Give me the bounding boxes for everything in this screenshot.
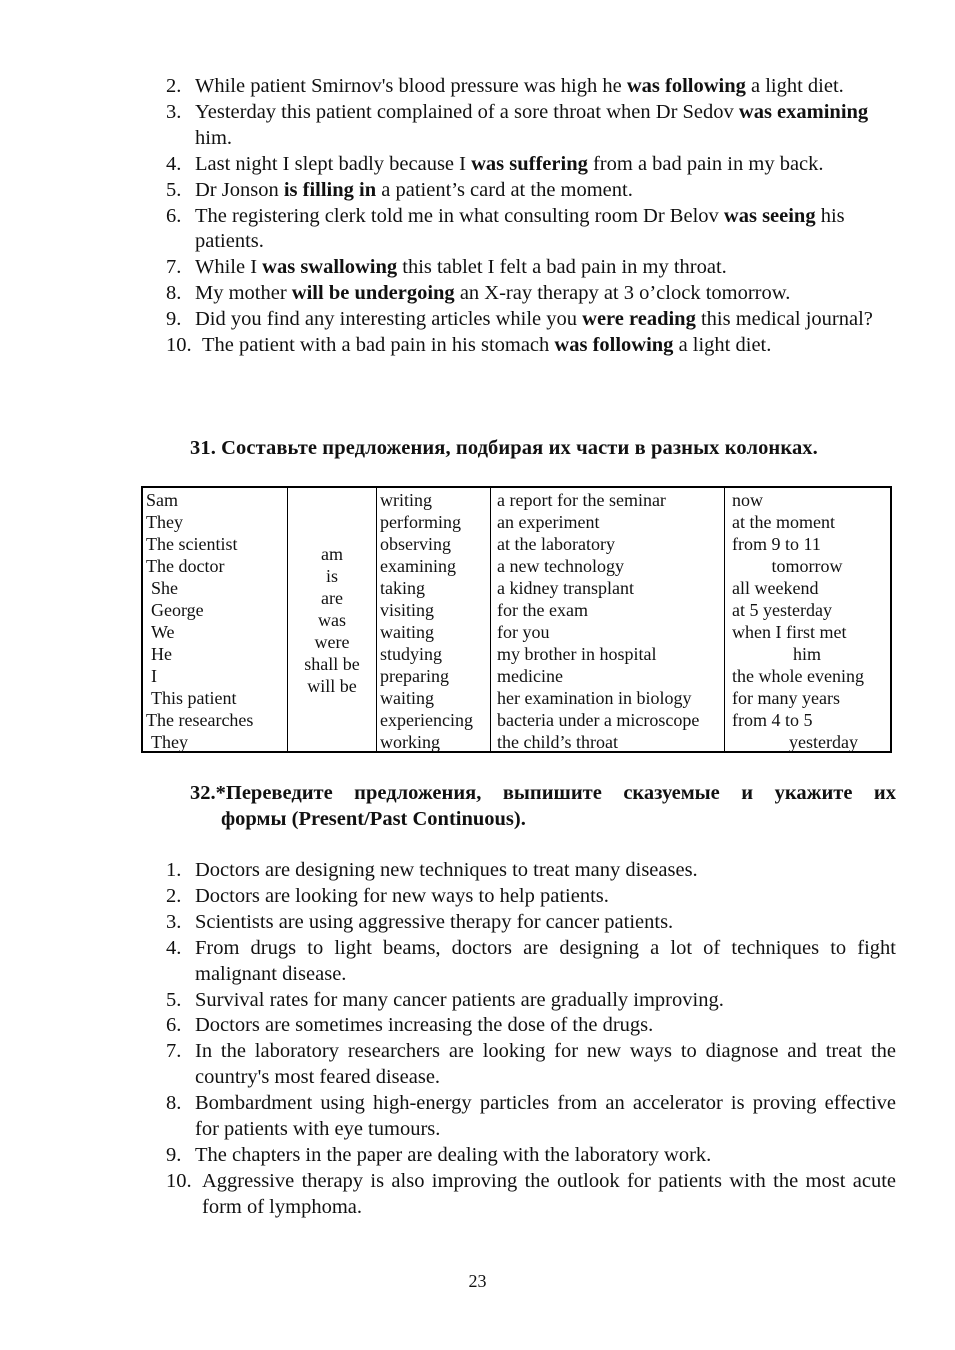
- table-cell: examining: [380, 556, 456, 576]
- predicate-text: was seeing: [723, 204, 816, 227]
- exercise-32-list: [166, 858, 896, 1221]
- table-cell: all weekend: [732, 578, 819, 598]
- sentence-text: Scientists are using aggressive therapy for cancer patients.: [195, 910, 674, 933]
- item-number: 4.: [166, 152, 182, 175]
- table-cell: visiting: [380, 600, 435, 620]
- sentence-text: a patient’s card at the moment.: [376, 178, 633, 201]
- item-number: 7.: [166, 256, 182, 279]
- list-item: [166, 281, 882, 307]
- item-number: 2.: [166, 884, 182, 907]
- predicate-text: is filling in: [283, 178, 377, 201]
- item-number: 6.: [166, 1014, 182, 1037]
- table-cell: am: [321, 544, 343, 564]
- table-cell: for many years: [732, 688, 840, 708]
- table-cell: will be: [307, 676, 357, 696]
- table-cell: The scientist: [146, 534, 238, 554]
- table-cell: bacteria under a microscope: [497, 710, 700, 730]
- sentence-text: his patients.: [195, 204, 845, 253]
- sentence-text: Dr Jonson: [195, 178, 284, 201]
- sentence-text: a light diet.: [673, 334, 772, 357]
- item-number: 7.: [166, 1040, 182, 1063]
- item-number: 9.: [166, 1143, 182, 1166]
- table-cell: waiting: [380, 688, 434, 708]
- sentence-text: Did you find any interesting articles while you: [195, 308, 583, 331]
- sentence-text: Survival rates for many cancer patients are gradually improving.: [195, 988, 724, 1011]
- table-cell: working: [380, 732, 440, 752]
- sentence-text: him.: [195, 126, 233, 149]
- table-cell: The doctor: [146, 556, 225, 576]
- item-number: 8.: [166, 282, 182, 305]
- list-item: [166, 1013, 896, 1039]
- table-cell: He: [151, 644, 172, 664]
- table-cell: This patient: [151, 688, 237, 708]
- table-cell: an experiment: [497, 512, 600, 532]
- table-cell: my brother in hospital: [497, 644, 657, 664]
- table-cell: I: [151, 666, 157, 686]
- table-cell: Sam: [146, 490, 179, 510]
- sentence-text: from a bad pain in my back.: [587, 152, 824, 175]
- table-cell: the whole evening: [732, 666, 864, 686]
- item-number: 1.: [166, 859, 182, 881]
- table-cell: for the exam: [497, 600, 588, 620]
- sentence-text: My mother: [195, 282, 292, 305]
- predicate-text: was suffering: [471, 152, 588, 175]
- time-column: [725, 488, 890, 751]
- table-cell: We: [151, 622, 175, 642]
- table-cell: is: [325, 566, 338, 586]
- auxiliary-column: [288, 488, 377, 751]
- exercise-32-heading-line1: 32.*Переведите предложения, выпишите сказуемые и укажите их: [190, 782, 896, 804]
- table-cell: yesterday: [789, 732, 858, 752]
- list-item: [166, 884, 896, 910]
- table-cell: tomorrow: [771, 556, 843, 576]
- sentence-text: Aggressive therapy is also improving the outlook for patients with the most acute form of lymphoma.: [202, 1169, 896, 1218]
- list-item: [166, 100, 882, 152]
- list-item: [166, 255, 882, 281]
- sentence-builder-table: [141, 486, 892, 753]
- list-item: [166, 333, 882, 359]
- table-cell: studying: [380, 644, 443, 664]
- list-item: [166, 152, 882, 178]
- exercise-32-heading: [190, 781, 896, 833]
- sentence-text: The chapters in the paper are dealing with the laboratory work.: [195, 1143, 712, 1166]
- table-cell: performing: [380, 512, 461, 532]
- sentence-text: From drugs to light beams, doctors are designing a lot of techniques to fight malignant disease.: [195, 936, 896, 985]
- list-item: [166, 936, 896, 988]
- participle-column: [377, 488, 491, 751]
- sentence-text: Bombardment using high-energy particles from an accelerator is proving effective for patients with eye tumours.: [195, 1092, 896, 1141]
- table-cell: They: [151, 732, 188, 752]
- table-cell: from 4 to 5: [732, 710, 813, 730]
- predicate-text: was examining: [738, 100, 869, 123]
- item-number: 6.: [166, 204, 182, 227]
- list-item: [166, 1143, 896, 1169]
- sentence-text: Last night I slept badly because I: [195, 152, 472, 175]
- list-item: [166, 1169, 896, 1221]
- sentence-text: In the laboratory researchers are looking for new ways to diagnose and treat the country's most feared disease.: [195, 1040, 896, 1089]
- item-number: 9.: [166, 308, 182, 331]
- table-cell: taking: [380, 578, 425, 598]
- sentence-text: While patient Smirnov's blood pressure was high he: [195, 75, 627, 97]
- table-cell: They: [146, 512, 183, 532]
- sentence-text: The registering clerk told me in what consulting room Dr Belov: [195, 204, 724, 227]
- table-cell: preparing: [380, 666, 449, 686]
- list-item: [166, 178, 882, 204]
- table-cell: George: [151, 600, 204, 620]
- table-cell: medicine: [497, 666, 563, 686]
- item-number: 10.: [166, 334, 192, 357]
- table-cell: She: [151, 578, 178, 598]
- item-number: 5.: [166, 988, 182, 1011]
- sentence-text: Doctors are looking for new ways to help patients.: [195, 884, 609, 907]
- exercise-30-list: [166, 74, 882, 359]
- table-cell: writing: [380, 490, 432, 510]
- table-cell: the child’s throat: [497, 732, 618, 752]
- item-number: 4.: [166, 936, 182, 959]
- table-cell: for you: [497, 622, 550, 642]
- list-item: [166, 1039, 896, 1091]
- table-cell: The researches: [146, 710, 254, 730]
- table-cell: from 9 to 11: [732, 534, 821, 554]
- table-cell: was: [318, 610, 346, 630]
- table-cell: a report for the seminar: [497, 490, 666, 510]
- table-cell: at the laboratory: [497, 534, 615, 554]
- object-column: [491, 488, 725, 751]
- sentence-text: this medical journal?: [695, 308, 873, 331]
- table-cell: shall be: [304, 654, 360, 674]
- predicate-text: were reading: [582, 308, 696, 331]
- item-number: 8.: [166, 1092, 182, 1115]
- subject-column: [143, 488, 288, 751]
- table-cell: at the moment: [732, 512, 835, 532]
- sentence-text: Doctors are sometimes increasing the dose of the drugs.: [195, 1014, 654, 1037]
- sentence-text: Yesterday this patient complained of a sore throat when Dr Sedov: [195, 100, 739, 123]
- table-cell: him: [792, 644, 821, 664]
- list-item: [166, 988, 896, 1014]
- sentence-text: an X-ray therapy at 3 o’clock tomorrow.: [454, 282, 791, 305]
- item-number: 3.: [166, 100, 182, 123]
- page-number: 23: [468, 1271, 487, 1291]
- table-cell: when I first met: [732, 622, 847, 642]
- predicate-text: was swallowing: [262, 256, 398, 279]
- table-cell: at 5 yesterday: [732, 600, 832, 620]
- predicate-text: was following: [626, 75, 746, 97]
- item-number: 5.: [166, 178, 182, 201]
- sentence-text: While I: [195, 256, 263, 279]
- table-cell: her examination in biology: [497, 688, 692, 708]
- predicate-text: was following: [554, 334, 674, 357]
- exercise-32-heading-line2: формы (Present/Past Continuous).: [221, 807, 526, 830]
- sentence-text: this tablet I felt a bad pain in my throat.: [397, 256, 727, 279]
- table-cell: were: [314, 632, 350, 652]
- list-item: [166, 307, 882, 333]
- sentence-text: The patient with a bad pain in his stomach: [202, 334, 555, 357]
- table-cell: now: [732, 490, 763, 510]
- table-cell: observing: [380, 534, 451, 554]
- exercise-31-heading: 31. Составьте предложения, подбирая их части в разных колонках.: [190, 437, 818, 459]
- sentence-text: a light diet.: [745, 75, 844, 97]
- list-item: [166, 1091, 896, 1143]
- list-item: [166, 204, 882, 256]
- item-number: 3.: [166, 910, 182, 933]
- table-cell: a kidney transplant: [497, 578, 634, 598]
- table-cell: a new technology: [497, 556, 624, 576]
- predicate-text: will be undergoing: [291, 282, 455, 305]
- list-item: [166, 858, 896, 884]
- table-cell: waiting: [380, 622, 434, 642]
- table-cell: are: [321, 588, 343, 608]
- item-number: 10.: [166, 1169, 192, 1192]
- item-number: 2.: [166, 75, 182, 97]
- list-item: [166, 74, 882, 100]
- sentence-text: Doctors are designing new techniques to treat many diseases.: [195, 859, 698, 881]
- list-item: [166, 910, 896, 936]
- table-cell: experiencing: [380, 710, 473, 730]
